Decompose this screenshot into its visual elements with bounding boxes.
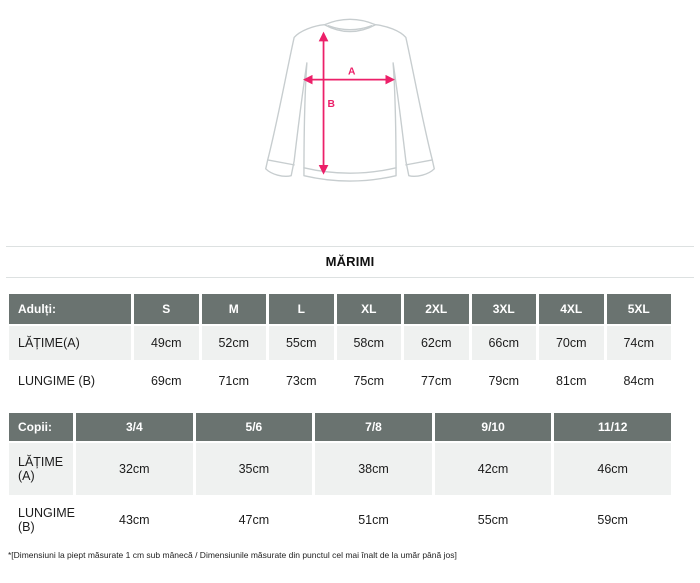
length-cell: 81cm (539, 362, 604, 400)
length-cell: 59cm (554, 497, 671, 543)
length-cell: 75cm (337, 362, 402, 400)
width-cell: 55cm (269, 326, 334, 360)
size-header-s: S (134, 294, 199, 324)
size-header-4xl: 4XL (539, 294, 604, 324)
children-width-row (9, 443, 671, 495)
size-header-2xl: 2XL (404, 294, 469, 324)
width-cell: 66cm (472, 326, 537, 360)
row-label-length: LUNGIME (B) (9, 497, 73, 543)
size-header-9-10: 9/10 (435, 413, 552, 441)
width-cell: 52cm (202, 326, 267, 360)
shirt-diagram-svg (240, 12, 460, 208)
adult-length-row (9, 362, 671, 400)
length-cell: 84cm (607, 362, 672, 400)
length-cell: 47cm (196, 497, 313, 543)
size-header-3xl: 3XL (472, 294, 537, 324)
size-header-m: M (202, 294, 267, 324)
adult-width-row (9, 326, 671, 360)
children-size-table (6, 411, 674, 545)
size-header-l: L (269, 294, 334, 324)
length-cell: 69cm (134, 362, 199, 400)
right-cuff-band (406, 160, 432, 165)
shirt-outline (266, 19, 435, 181)
size-header-7-8: 7/8 (315, 413, 432, 441)
width-cell: 35cm (196, 443, 313, 495)
row-label-width: LĂȚIME(A) (9, 326, 131, 360)
width-cell: 70cm (539, 326, 604, 360)
width-cell: 74cm (607, 326, 672, 360)
collar-band (325, 25, 376, 32)
left-cuff-band (268, 160, 294, 165)
length-label: B (327, 99, 335, 111)
size-header-5-6: 5/6 (196, 413, 313, 441)
length-cell: 73cm (269, 362, 334, 400)
children-table-title: Copii: (9, 413, 73, 441)
width-cell: 38cm (315, 443, 432, 495)
length-cell: 55cm (435, 497, 552, 543)
length-cell: 51cm (315, 497, 432, 543)
adult-table-title: Adulți: (9, 294, 131, 324)
width-label: A (348, 66, 356, 78)
measurement-footnote: *[Dimensiuni la piept măsurate 1 cm sub mânecă / Dimensiunile măsurate din punctul cel mai înalt de la umăr până jos] (8, 550, 457, 560)
size-header-3-4: 3/4 (76, 413, 193, 441)
sizes-heading-bar (6, 246, 694, 278)
adult-size-table (6, 292, 674, 402)
children-length-row (9, 497, 671, 543)
sizes-heading: MĂRIMI (325, 254, 375, 269)
width-cell: 62cm (404, 326, 469, 360)
length-cell: 77cm (404, 362, 469, 400)
hem-band (304, 168, 396, 173)
size-header-5xl: 5XL (607, 294, 672, 324)
width-cell: 32cm (76, 443, 193, 495)
width-cell: 58cm (337, 326, 402, 360)
width-cell: 49cm (134, 326, 199, 360)
row-label-width: LĂȚIME (A) (9, 443, 73, 495)
row-label-length: LUNGIME (B) (9, 362, 131, 400)
shirt-diagram (0, 0, 700, 208)
size-header-11-12: 11/12 (554, 413, 671, 441)
size-header-xl: XL (337, 294, 402, 324)
width-cell: 46cm (554, 443, 671, 495)
length-cell: 79cm (472, 362, 537, 400)
children-header-row (9, 413, 671, 441)
adult-header-row (9, 294, 671, 324)
length-cell: 71cm (202, 362, 267, 400)
length-cell: 43cm (76, 497, 193, 543)
width-cell: 42cm (435, 443, 552, 495)
